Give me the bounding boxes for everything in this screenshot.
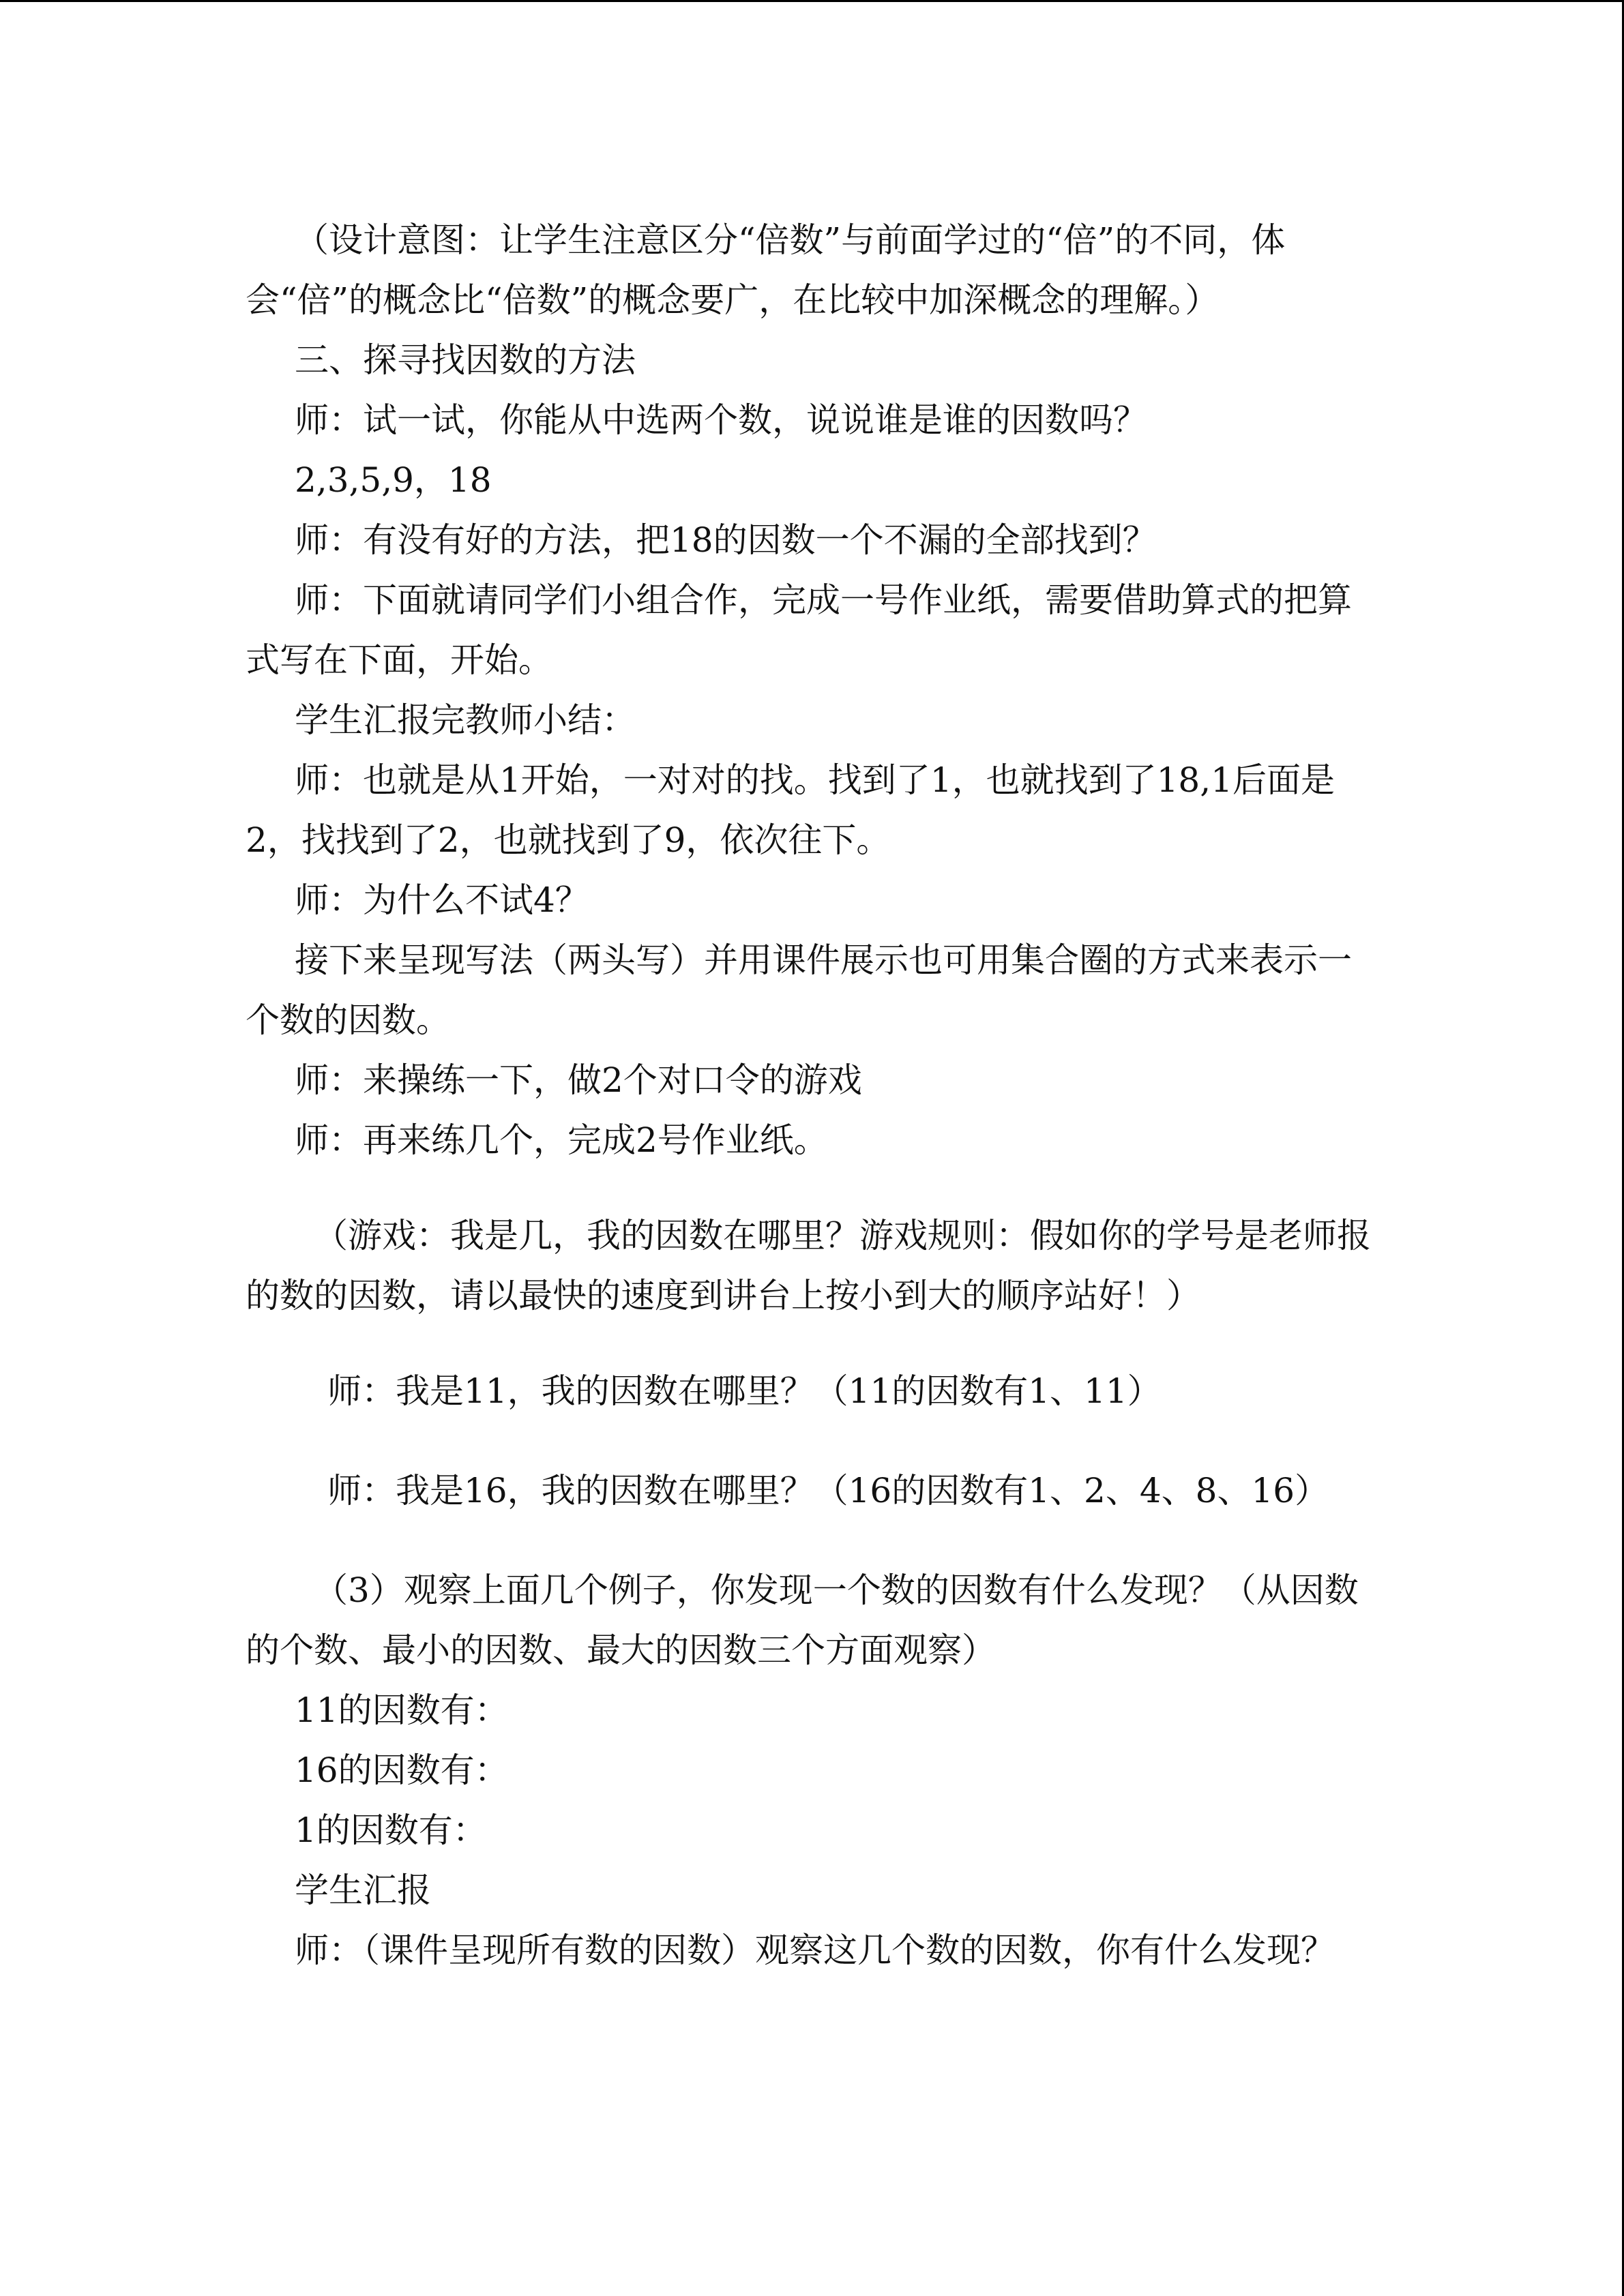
number-list: 2,3,5,9，18 bbox=[295, 460, 492, 500]
teacher-line-why-not-four: 师：为什么不试4？ bbox=[295, 880, 589, 920]
game-rules-note: （游戏：我是几，我的因数在哪里？游戏规则：假如你的学号是老师报的数的因数，请以最快的速度到讲台上按小到大的顺序站好！） bbox=[246, 1216, 1371, 1315]
teacher-line-pairing: 师：也就是从1开始，一对对的找。找到了1，也就找到了18,1后面是2，找找到了2，也就找到了9，依次往下。 bbox=[246, 760, 1335, 860]
section-heading: 三、探寻找因数的方法 bbox=[295, 340, 636, 380]
teacher-line-group-work: 师：下面就请同学们小组合作，完成一号作业纸，需要借助算式的把算式写在下面，开始。 bbox=[246, 580, 1352, 680]
document-body bbox=[246, 210, 1381, 1980]
teacher-line-sixteen: 师：我是16，我的因数在哪里？（16的因数有1、2、4、8、16） bbox=[327, 1471, 1329, 1510]
writing-method-note: 接下来呈现写法（两头写）并用课件展示也可用集合圈的方式来表示一个数的因数。 bbox=[246, 940, 1352, 1040]
observation-question: （3）观察上面几个例子，你发现一个数的因数有什么发现？（从因数的个数、最小的因数、最大的因数三个方面观察） bbox=[246, 1570, 1359, 1670]
design-intent-note: （设计意图：让学生注意区分“倍数”与前面学过的“倍”的不同，体会“倍”的概念比“倍数”的概念要广，在比较中加深概念的理解。） bbox=[246, 220, 1286, 320]
student-report-summary: 学生汇报完教师小结： bbox=[295, 700, 636, 740]
teacher-line-method: 师：有没有好的方法，把18的因数一个不漏的全部找到？ bbox=[295, 520, 1157, 560]
teacher-line-game: 师：来操练一下，做2个对口令的游戏 bbox=[295, 1060, 862, 1100]
factor-line-eleven: 11的因数有： bbox=[295, 1690, 509, 1730]
factor-line-one: 1的因数有： bbox=[295, 1810, 487, 1850]
teacher-line-worksheet-two: 师：再来练几个，完成2号作业纸。 bbox=[295, 1120, 828, 1160]
teacher-line-eleven: 师：我是11，我的因数在哪里？（11的因数有1、11） bbox=[327, 1371, 1162, 1411]
teacher-line-discovery: 师：（课件呈现所有数的因数）观察这几个数的因数，你有什么发现？ bbox=[295, 1930, 1335, 1970]
factor-line-sixteen: 16的因数有： bbox=[295, 1750, 509, 1790]
student-report: 学生汇报 bbox=[295, 1870, 431, 1910]
teacher-line-try: 师：试一试，你能从中选两个数，说说谁是谁的因数吗？ bbox=[295, 400, 1147, 440]
